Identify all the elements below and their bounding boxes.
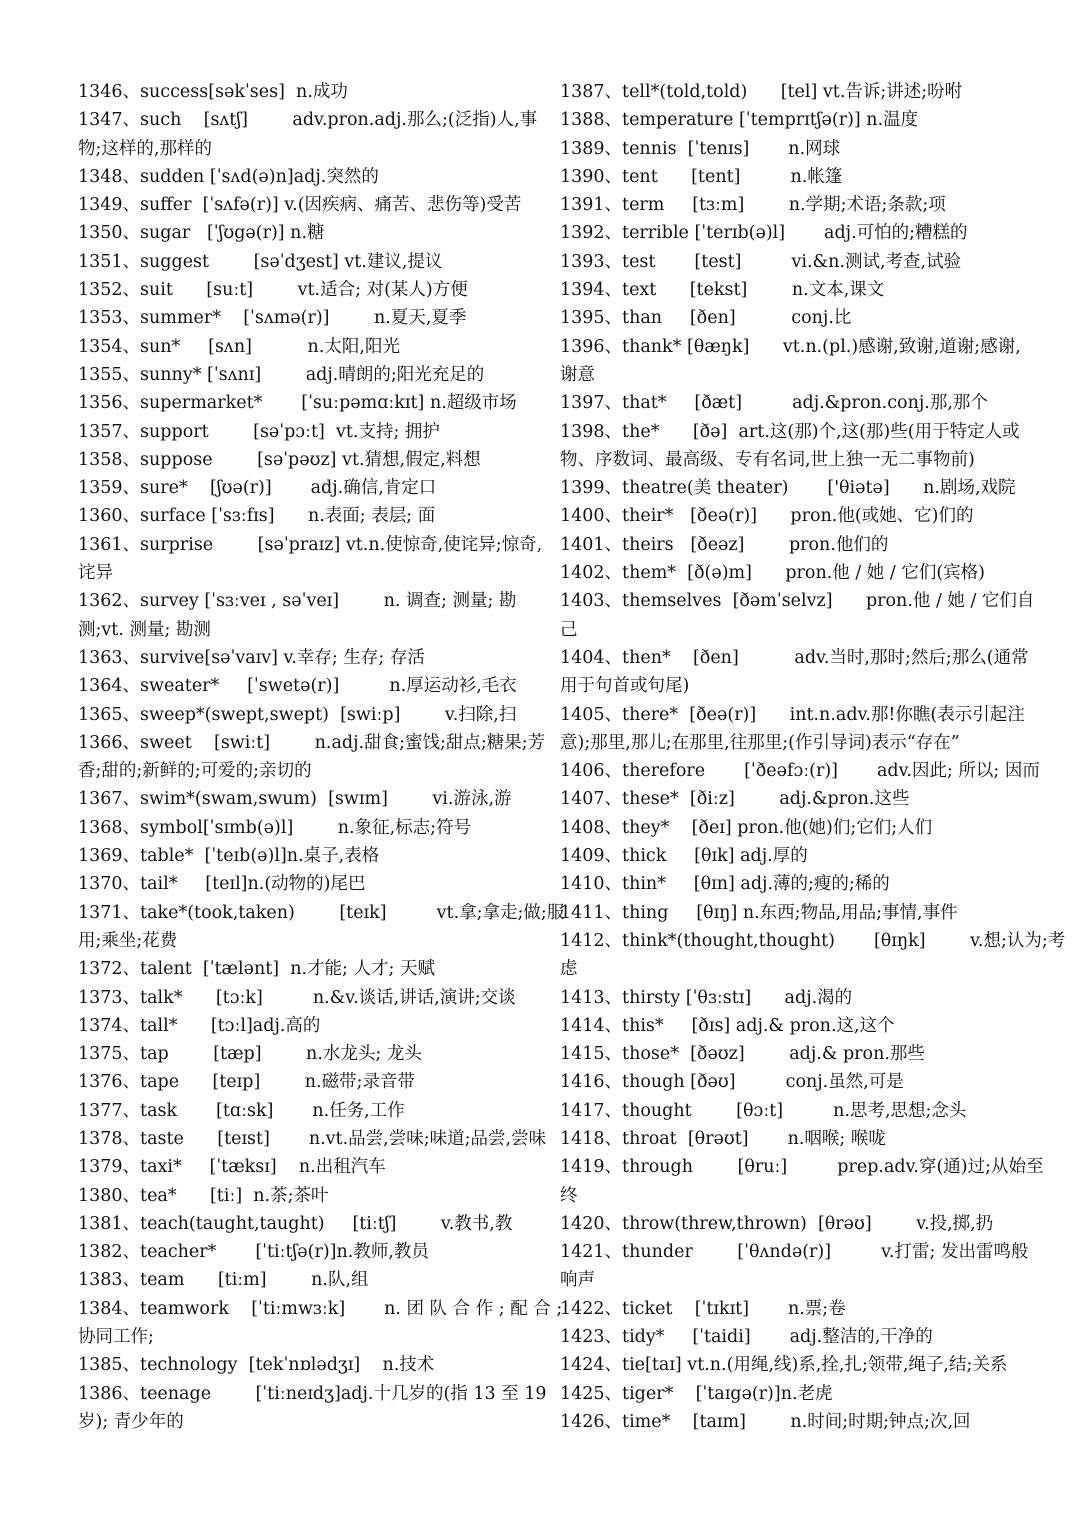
vocab-line: 1353、summer* [ˈsʌmə(r)] n.夏天,夏季 bbox=[78, 308, 467, 329]
vocab-line: 1350、sugar [ˈʃʊgə(r)] n.糖 bbox=[78, 223, 325, 244]
vocab-line: 1377、task [tɑːsk] n.任务,工作 bbox=[78, 1100, 405, 1121]
vocab-line: 1424、tie[taɪ] vt.n.(用绳,线)系,拴,扎;领带,绳子,结;关系 bbox=[560, 1355, 1008, 1376]
vocab-line: 1352、suit [suːt] vt.适合; 对(某人)方便 bbox=[78, 280, 468, 301]
vocab-line: 1367、swim*(swam,swum) [swɪm] vi.游泳,游 bbox=[78, 789, 512, 810]
vocab-line: 香;甜的;新鲜的;可爱的;亲切的 bbox=[78, 761, 312, 782]
vocab-line: 1409、thick [θɪk] adj.厚的 bbox=[560, 846, 808, 867]
vocab-line: 1357、support [səˈpɔːt] vt.支持; 拥护 bbox=[78, 421, 440, 442]
vocab-line: 1425、tiger* [ˈtaɪgə(r)]n.老虎 bbox=[560, 1383, 833, 1404]
vocab-line: 物;这样的,那样的 bbox=[78, 138, 212, 159]
vocab-line: 1398、the* [ðə] art.这(那)个,这(那)些(用于特定人或 bbox=[560, 421, 1020, 442]
vocab-line: 1349、suffer [ˈsʌfə(r)] v.(因疾病、痛苦、悲伤等)受苦 bbox=[78, 195, 522, 216]
vocab-line: 1359、sure* [ʃʊə(r)] adj.确信,肯定口 bbox=[78, 478, 437, 499]
vocab-line: 1355、sunny* [ˈsʌnɪ] adj.晴朗的;阳光充足的 bbox=[78, 364, 485, 385]
vocab-line: 1412、think*(thought,thought) [θɪŋk] v.想;认为;考 bbox=[560, 930, 1066, 951]
vocab-line: 1387、tell*(told,told) [tel] vt.告诉;讲述;吩咐 bbox=[560, 82, 963, 102]
vocab-line: 1419、through [θruː] prep.adv.穿(通)过;从始至 bbox=[560, 1157, 1044, 1178]
vocab-line: 1380、tea* [tiː] n.茶;茶叶 bbox=[78, 1185, 329, 1206]
vocab-line: 1351、suggest [səˈdʒest] vt.建议,提议 bbox=[78, 251, 443, 272]
vocab-line: 1401、theirs [ðeəz] pron.他们的 bbox=[560, 534, 889, 555]
vocab-line: 1381、teach(taught,taught) [tiːtʃ] v.教书,教 bbox=[78, 1213, 513, 1234]
vocab-line: 1374、tall* [tɔːl]adj.高的 bbox=[78, 1015, 321, 1036]
vocab-line: 1391、term [tɜːm] n.学期;术语;条款;项 bbox=[560, 195, 946, 216]
vocab-line: 1423、tidy* [ˈtaidi] adj.整洁的,干净的 bbox=[560, 1327, 933, 1348]
vocab-line: 1366、sweet [swiːt] n.adj.甜食;蜜饯;甜点;糖果;芳 bbox=[78, 732, 546, 753]
vocab-line: 1408、they* [ðeɪ] pron.他(她)们;它们;人们 bbox=[560, 817, 933, 838]
vocab-line: 1410、thin* [θɪn] adj.薄的;瘦的;稀的 bbox=[560, 874, 890, 895]
vocab-line: 1413、thirsty [ˈθɜːstɪ] adj.渴的 bbox=[560, 987, 853, 1008]
vocab-line: 协同工作; bbox=[78, 1327, 154, 1348]
vocab-line: 1384、teamwork [ˈtiːmwɜːk] n. 团 队 合 作 ; 配 合 ; bbox=[78, 1298, 563, 1319]
vocab-line: 1358、suppose [səˈpəʊz] vt.猜想,假定,料想 bbox=[78, 449, 481, 470]
vocab-line: 1361、surprise [səˈpraɪz] vt.n.使惊奇,使诧异;惊奇, bbox=[78, 534, 543, 555]
vocab-line: 虑 bbox=[560, 959, 578, 980]
vocab-line: 1390、tent [tent] n.帐篷 bbox=[560, 166, 843, 187]
vocab-line: 1411、thing [θɪŋ] n.东西;物品,用品;事情,事件 bbox=[560, 902, 958, 923]
vocab-line: 1363、survive[səˈvaɪv] v.幸存; 生存; 存活 bbox=[78, 647, 425, 668]
vocab-line: 1396、thank* [θæŋk] vt.n.(pl.)感谢,致谢,道谢;感谢, bbox=[560, 336, 1021, 357]
vocab-line: 用;乘坐;花费 bbox=[78, 930, 178, 951]
vocab-line: 1403、themselves [ðəmˈselvz] pron.他 / 她 / 它们自 bbox=[560, 591, 1035, 612]
vocab-line: 1388、temperature [ˈtemprɪtʃə(r)] n.温度 bbox=[560, 110, 919, 131]
vocab-line: 诧异 bbox=[78, 563, 113, 584]
vocab-line: 1400、their* [ðeə(r)] pron.他(或她、它)们的 bbox=[560, 506, 974, 527]
vocab-line: 1370、tail* [teɪl]n.(动物的)尾巴 bbox=[78, 874, 366, 895]
vocab-line: 1392、terrible [ˈterɪb(ə)l] adj.可怕的;糟糕的 bbox=[560, 223, 968, 244]
vocab-line: 1397、that* [ðæt] adj.&pron.conj.那,那个 bbox=[560, 393, 988, 414]
vocab-line: 1354、sun* [sʌn] n.太阳,阳光 bbox=[78, 336, 400, 357]
vocab-line: 1371、take*(took,taken) [teɪk] vt.拿;拿走;做;服 bbox=[78, 902, 565, 923]
vocab-line: 1416、though [ðəʊ] conj.虽然,可是 bbox=[560, 1072, 904, 1093]
vocab-line: 1346、success[səkˈses] n.成功 bbox=[78, 82, 348, 102]
vocab-line: 1426、time* [taɪm] n.时间;时期;钟点;次,回 bbox=[560, 1411, 971, 1432]
vocab-line: 1382、teacher* [ˈtiːtʃə(r)]n.教师,教员 bbox=[78, 1242, 429, 1263]
vocab-line: 终 bbox=[560, 1185, 578, 1206]
vocab-line: 1386、teenage [ˈtiːneɪdʒ]adj.十几岁的(指 13 至 19 bbox=[78, 1383, 547, 1404]
right-column bbox=[560, 78, 1066, 1436]
vocab-line: 1385、technology [tekˈnɒlədʒɪ] n.技术 bbox=[78, 1355, 435, 1376]
vocab-line: 1418、throat [θrəʊt] n.咽喉; 喉咙 bbox=[560, 1128, 886, 1149]
vocab-line: 1394、text [tekst] n.文本,课文 bbox=[560, 280, 885, 301]
vocab-line: 1372、talent [ˈtælənt] n.才能; 人才; 天赋 bbox=[78, 959, 435, 980]
vocab-line: 岁); 青少年的 bbox=[78, 1411, 184, 1432]
vocab-line: 1375、tap [tæp] n.水龙头; 龙头 bbox=[78, 1044, 422, 1065]
vocab-line: 1362、survey [ˈsɜːveɪ , səˈveɪ] n. 调查; 测量; 勘 bbox=[78, 591, 517, 612]
vocab-line: 1404、then* [ðen] adv.当时,那时;然后;那么(通常 bbox=[560, 647, 1029, 668]
vocab-line: 1347、such [sʌtʃ] adv.pron.adj.那么;(泛指)人,事 bbox=[78, 110, 538, 131]
vocab-line: 1356、supermarket* [ˈsuːpəmɑːkɪt] n.超级市场 bbox=[78, 393, 517, 414]
vocab-line: 1399、theatre(美 theater) ['θiətə] n.剧场,戏院 bbox=[560, 478, 1016, 499]
vocab-line: 1369、table* [ˈteɪb(ə)l]n.桌子,表格 bbox=[78, 846, 380, 867]
vocab-line: 1420、throw(threw,thrown) [θrəʊ] v.投,掷,扔 bbox=[560, 1213, 994, 1234]
vocab-line: 1389、tennis [ˈtenɪs] n.网球 bbox=[560, 138, 841, 159]
vocab-line: 1405、there* [ðeə(r)] int.n.adv.那!你瞧(表示引起注 bbox=[560, 704, 1025, 725]
vocab-line: 1376、tape [teɪp] n.磁带;录音带 bbox=[78, 1072, 416, 1093]
vocab-line: 谢意 bbox=[560, 364, 595, 385]
vocab-line: 1422、ticket [ˈtɪkɪt] n.票;卷 bbox=[560, 1298, 846, 1319]
vocab-line: 1407、these* [ðiːz] adj.&pron.这些 bbox=[560, 789, 910, 810]
vocab-line: 响声 bbox=[560, 1270, 595, 1291]
vocab-line: 1415、those* [ðəʊz] adj.& pron.那些 bbox=[560, 1044, 925, 1065]
vocab-line: 物、序数词、最高级、专有名词,世上独一无二事物前) bbox=[560, 449, 975, 470]
vocab-line: 1395、than [ðen] conj.比 bbox=[560, 308, 852, 329]
vocab-line: 1365、sweep*(swept,swept) [swiːp] v.扫除,扫 bbox=[78, 704, 517, 725]
vocab-line: 意);那里,那儿;在那里,往那里;(作引导词)表示“存在” bbox=[560, 732, 960, 753]
vocab-line: 1406、therefore [ˈðeəfɔː(r)] adv.因此; 所以; 因而 bbox=[560, 761, 1040, 782]
vocab-line: 1364、sweater* [ˈswetə(r)] n.厚运动衫,毛衣 bbox=[78, 676, 517, 697]
left-column bbox=[78, 78, 565, 1436]
vocab-line: 用于句首或句尾) bbox=[560, 676, 690, 697]
vocab-line: 1379、taxi* [ˈtæksɪ] n.出租汽车 bbox=[78, 1157, 386, 1178]
vocab-line: 测;vt. 测量; 勘测 bbox=[78, 619, 211, 640]
vocab-line: 1402、them* [ð(ə)m] pron.他 / 她 / 它们(宾格) bbox=[560, 563, 985, 584]
vocab-line: 1373、talk* [tɔːk] n.&v.谈话,讲话,演讲;交谈 bbox=[78, 987, 516, 1008]
vocab-line: 1360、surface [ˈsɜːfɪs] n.表面; 表层; 面 bbox=[78, 506, 436, 527]
vocab-line: 1421、thunder [ˈθʌndə(r)] v.打雷; 发出雷鸣般 bbox=[560, 1242, 1029, 1263]
vocab-line: 1417、thought [θɔːt] n.思考,思想;念头 bbox=[560, 1100, 967, 1121]
vocab-line: 1414、this* [ðɪs] adj.& pron.这,这个 bbox=[560, 1015, 895, 1036]
vocab-line: 1368、symbol[ˈsɪmb(ə)l] n.象征,标志;符号 bbox=[78, 817, 472, 838]
vocab-line: 1383、team [tiːm] n.队,组 bbox=[78, 1270, 369, 1291]
vocab-line: 1348、sudden [ˈsʌd(ə)n]adj.突然的 bbox=[78, 166, 379, 187]
vocab-line: 1393、test [test] vi.&n.测试,考查,试验 bbox=[560, 251, 962, 272]
vocab-line: 1378、taste [teɪst] n.vt.品尝,尝味;味道;品尝,尝味 bbox=[78, 1128, 547, 1149]
vocab-line: 己 bbox=[560, 619, 578, 640]
